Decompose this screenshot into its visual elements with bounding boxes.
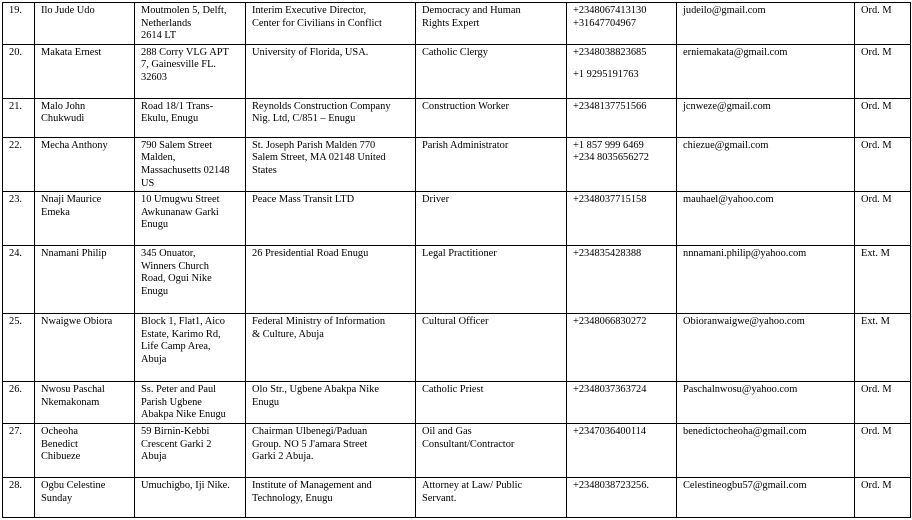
cell-line: Enugu <box>252 396 280 408</box>
cell-line: Servant. <box>422 492 457 504</box>
cell-line: Awkunanaw Garki <box>141 206 219 218</box>
cell-line: Benedict <box>41 438 78 450</box>
number-cell <box>3 44 35 98</box>
cell-line: University of Florida, USA. <box>252 46 369 58</box>
cell-line: Moutmolen 5, Delft, <box>141 5 227 16</box>
cell-line: 288 Corry VLG APT <box>141 46 229 58</box>
address-cell <box>135 98 246 137</box>
cell-line: Crescent Garki 2 <box>141 438 212 450</box>
cell-line: Chukwudi <box>41 113 85 125</box>
cell-line: +2347036400114 <box>573 425 647 437</box>
cell-line: Democracy and Human <box>422 5 521 16</box>
number-cell <box>3 3 35 45</box>
cell-line: Reynolds Construction Company <box>252 100 391 112</box>
table-row <box>3 314 911 382</box>
organization-cell <box>246 98 416 137</box>
cell-text: 23. <box>9 194 22 206</box>
occupation-cell <box>416 44 567 98</box>
cell-text: Ord. M <box>861 425 892 437</box>
email-cell <box>677 98 855 137</box>
table-row <box>3 477 911 517</box>
cell-line: Mecha Anthony <box>41 139 108 151</box>
cell-line: Umuchigbo, Iji Nike. <box>141 479 230 491</box>
name-cell <box>35 137 135 191</box>
table-row <box>3 3 911 45</box>
organization-cell <box>246 246 416 314</box>
cell-line: +2348038723256. <box>573 479 649 491</box>
cell-text: Ord. M <box>861 5 892 16</box>
cell-text: 26. <box>9 384 22 396</box>
cell-line: Enugu <box>141 285 169 297</box>
email-cell <box>677 192 855 246</box>
cell-line: +31647704967 <box>573 17 637 29</box>
cell-line: Driver <box>422 194 450 206</box>
cell-line: Nnamani Philip <box>41 248 107 260</box>
number-cell <box>3 314 35 382</box>
cell-line: Enugu <box>141 219 169 231</box>
table-row <box>3 192 911 246</box>
cell-line: Parish Administrator <box>422 139 509 151</box>
cell-line: Rights Expert <box>422 17 480 29</box>
number-cell <box>3 477 35 517</box>
cell-line: Ocheoha <box>41 425 78 437</box>
occupation-cell <box>416 3 567 45</box>
cell-text: Ord. M <box>861 384 892 396</box>
number-cell <box>3 246 35 314</box>
cell-line: 790 Salem Street <box>141 139 212 151</box>
cell-text[interactable]: erniemakata@gmail.com <box>683 46 788 58</box>
name-cell <box>35 382 135 424</box>
cell-text[interactable]: jcnweze@gmail.com <box>683 100 771 112</box>
cell-line: Massachusetts 02148 <box>141 164 230 176</box>
phone-cell <box>567 246 677 314</box>
cell-text: 19. <box>9 5 22 16</box>
cell-text: 22. <box>9 139 22 151</box>
cell-line: Netherlands <box>141 17 192 29</box>
membership-cell <box>855 98 911 137</box>
cell-line: +2348038823685 <box>573 46 647 58</box>
cell-line: 345 Onuator, <box>141 248 196 260</box>
email-cell <box>677 314 855 382</box>
organization-cell <box>246 192 416 246</box>
email-cell <box>677 246 855 314</box>
cell-line: Catholic Priest <box>422 384 484 396</box>
name-cell <box>35 3 135 45</box>
phone-cell <box>567 98 677 137</box>
membership-cell <box>855 477 911 517</box>
address-cell <box>135 382 246 424</box>
organization-cell <box>246 423 416 477</box>
cell-line: +2348067413130 <box>573 5 647 16</box>
organization-cell <box>246 3 416 45</box>
cell-text[interactable]: nnnamani.philip@yahoo.com <box>683 248 807 260</box>
cell-line: Consultant/Contractor <box>422 438 515 450</box>
cell-line: Estate, Karimo Rd, <box>141 328 221 340</box>
address-cell <box>135 137 246 191</box>
cell-text: Ord. M <box>861 479 892 491</box>
phone-cell <box>567 44 677 98</box>
cell-line: Technology, Enugu <box>252 492 333 504</box>
cell-line: Abuja <box>141 451 167 463</box>
cell-line: 59 Birnin-Kebbi <box>141 425 210 437</box>
name-cell <box>35 246 135 314</box>
cell-text: Ord. M <box>861 194 892 206</box>
phone-cell <box>567 423 677 477</box>
membership-cell <box>855 246 911 314</box>
cell-line: US <box>141 177 155 189</box>
cell-line: Nig. Ltd, C/851 – Enugu <box>252 113 356 125</box>
address-cell <box>135 477 246 517</box>
cell-line: +2348066830272 <box>573 316 647 328</box>
table-row <box>3 137 911 191</box>
cell-line: Institute of Management and <box>252 479 372 491</box>
organization-cell <box>246 314 416 382</box>
number-cell <box>3 423 35 477</box>
cell-line: Road 18/1 Trans- <box>141 100 214 112</box>
name-cell <box>35 423 135 477</box>
cell-line: Ekulu, Enugu <box>141 113 199 125</box>
cell-line: Malo John <box>41 100 86 112</box>
name-cell <box>35 192 135 246</box>
cell-text: 28. <box>9 479 22 491</box>
cell-text[interactable]: benedictocheoha@gmail.com <box>683 425 807 437</box>
cell-line: +234 8035656272 <box>573 152 649 164</box>
table-row <box>3 98 911 137</box>
cell-line: Construction Worker <box>422 100 509 112</box>
cell-line: Road, Ogui Nike <box>141 273 212 285</box>
cell-line: Garki 2 Abuja. <box>252 451 314 463</box>
address-cell <box>135 3 246 45</box>
number-cell <box>3 192 35 246</box>
cell-line: Catholic Clergy <box>422 46 488 58</box>
occupation-cell <box>416 137 567 191</box>
organization-cell <box>246 382 416 424</box>
cell-text: Ord. M <box>861 139 892 151</box>
cell-text[interactable]: Paschalnwosu@yahoo.com <box>683 384 798 396</box>
email-cell <box>677 3 855 45</box>
address-cell <box>135 246 246 314</box>
occupation-cell <box>416 382 567 424</box>
address-cell <box>135 192 246 246</box>
cell-line: States <box>252 164 277 176</box>
number-cell <box>3 382 35 424</box>
cell-text[interactable]: judeilo@gmail.com <box>683 5 766 16</box>
address-cell <box>135 314 246 382</box>
cell-line: +1 9295191763 <box>573 69 639 81</box>
membership-cell <box>855 192 911 246</box>
occupation-cell <box>416 314 567 382</box>
membership-cell <box>855 44 911 98</box>
cell-line: Center for Civilians in Conflict <box>252 17 382 29</box>
membership-table <box>2 2 911 518</box>
cell-line: Salem Street, MA 02148 United <box>252 152 386 164</box>
cell-line: +2348037363724 <box>573 384 647 396</box>
name-cell <box>35 44 135 98</box>
cell-line: +1 857 999 6469 <box>573 139 644 151</box>
cell-line: 2614 LT <box>141 30 177 42</box>
organization-cell <box>246 137 416 191</box>
address-cell <box>135 423 246 477</box>
email-cell <box>677 44 855 98</box>
cell-line: Group. NO 5 J'amara Street <box>252 438 368 450</box>
occupation-cell <box>416 423 567 477</box>
phone-cell <box>567 137 677 191</box>
cell-line: Peace Mass Transit LTD <box>252 194 355 206</box>
occupation-cell <box>416 98 567 137</box>
table-row <box>3 44 911 98</box>
cell-line: Ilo Jude Udo <box>41 5 95 16</box>
membership-cell <box>855 423 911 477</box>
phone-cell <box>567 192 677 246</box>
occupation-cell <box>416 477 567 517</box>
cell-text: Ext. M <box>861 316 890 328</box>
membership-cell <box>855 137 911 191</box>
membership-cell <box>855 3 911 45</box>
phone-cell <box>567 314 677 382</box>
organization-cell <box>246 44 416 98</box>
cell-text[interactable]: chiezue@gmail.com <box>683 139 769 151</box>
cell-line: & Culture, Abuja <box>252 328 324 340</box>
cell-line: Olo Str., Ugbene Abakpa Nike <box>252 384 379 396</box>
cell-text: 25. <box>9 316 22 328</box>
cell-line: Emeka <box>41 206 70 218</box>
cell-line: Block 1, Flat1, Aico <box>141 316 225 328</box>
cell-text[interactable]: Obioranwaigwe@yahoo.com <box>683 316 805 328</box>
membership-cell <box>855 314 911 382</box>
number-cell <box>3 98 35 137</box>
membership-cell <box>855 382 911 424</box>
cell-line: Chairman Ulbenegi/Paduan <box>252 425 368 437</box>
cell-text: 20. <box>9 46 22 58</box>
cell-line: Sunday <box>41 492 73 504</box>
cell-line: Ss. Peter and Paul <box>141 384 217 396</box>
cell-text: 27. <box>9 425 22 437</box>
cell-text: Ord. M <box>861 46 892 58</box>
email-cell <box>677 137 855 191</box>
address-cell <box>135 44 246 98</box>
cell-line: Federal Ministry of Information <box>252 316 386 328</box>
name-cell <box>35 477 135 517</box>
cell-line: +2348037715158 <box>573 194 647 206</box>
table-row <box>3 246 911 314</box>
cell-line: +234835428388 <box>573 248 642 260</box>
organization-cell <box>246 477 416 517</box>
cell-line: Nwosu Paschal <box>41 384 105 396</box>
cell-line: Life Camp Area, <box>141 341 211 353</box>
table-row <box>3 382 911 424</box>
phone-cell <box>567 477 677 517</box>
cell-text[interactable]: Celestineogbu57@gmail.com <box>683 479 807 491</box>
cell-text: Ext. M <box>861 248 890 260</box>
cell-line: Ogbu Celestine <box>41 479 106 491</box>
table-row <box>3 423 911 477</box>
cell-line: Makata Ernest <box>41 46 102 58</box>
cell-line: +2348137751566 <box>573 100 647 112</box>
cell-line: 32603 <box>141 71 167 83</box>
email-cell <box>677 423 855 477</box>
phone-cell <box>567 382 677 424</box>
cell-line: Nnaji Maurice <box>41 194 102 206</box>
cell-line: 10 Umugwu Street <box>141 194 220 206</box>
name-cell <box>35 98 135 137</box>
cell-text[interactable]: mauhael@yahoo.com <box>683 194 774 206</box>
cell-line: Winners Church <box>141 260 209 272</box>
cell-text: Ord. M <box>861 100 892 112</box>
cell-line: St. Joseph Parish Malden 770 <box>252 139 376 151</box>
occupation-cell <box>416 192 567 246</box>
cell-line: Abuja <box>141 353 167 365</box>
cell-line: Abakpa Nike Enugu <box>141 409 226 421</box>
cell-line: Nwaigwe Obiora <box>41 316 113 328</box>
cell-line: Attorney at Law/ Public <box>422 479 523 491</box>
cell-line: Parish Ugbene <box>141 396 202 408</box>
cell-line: Malden, <box>141 152 176 164</box>
cell-line: 26 Presidential Road Enugu <box>252 248 369 260</box>
cell-line: Cultural Officer <box>422 316 489 328</box>
cell-line: Interim Executive Director, <box>252 5 367 16</box>
cell-line: Legal Practitioner <box>422 248 497 260</box>
occupation-cell <box>416 246 567 314</box>
cell-line: Nkemakonam <box>41 396 100 408</box>
cell-line: Chibueze <box>41 451 81 463</box>
cell-text: 24. <box>9 248 22 260</box>
name-cell <box>35 314 135 382</box>
cell-text: 21. <box>9 100 22 112</box>
email-cell <box>677 382 855 424</box>
number-cell <box>3 137 35 191</box>
phone-cell <box>567 3 677 45</box>
cell-line: Oil and Gas <box>422 425 472 437</box>
cell-line: 7, Gainesville FL. <box>141 59 217 71</box>
email-cell <box>677 477 855 517</box>
